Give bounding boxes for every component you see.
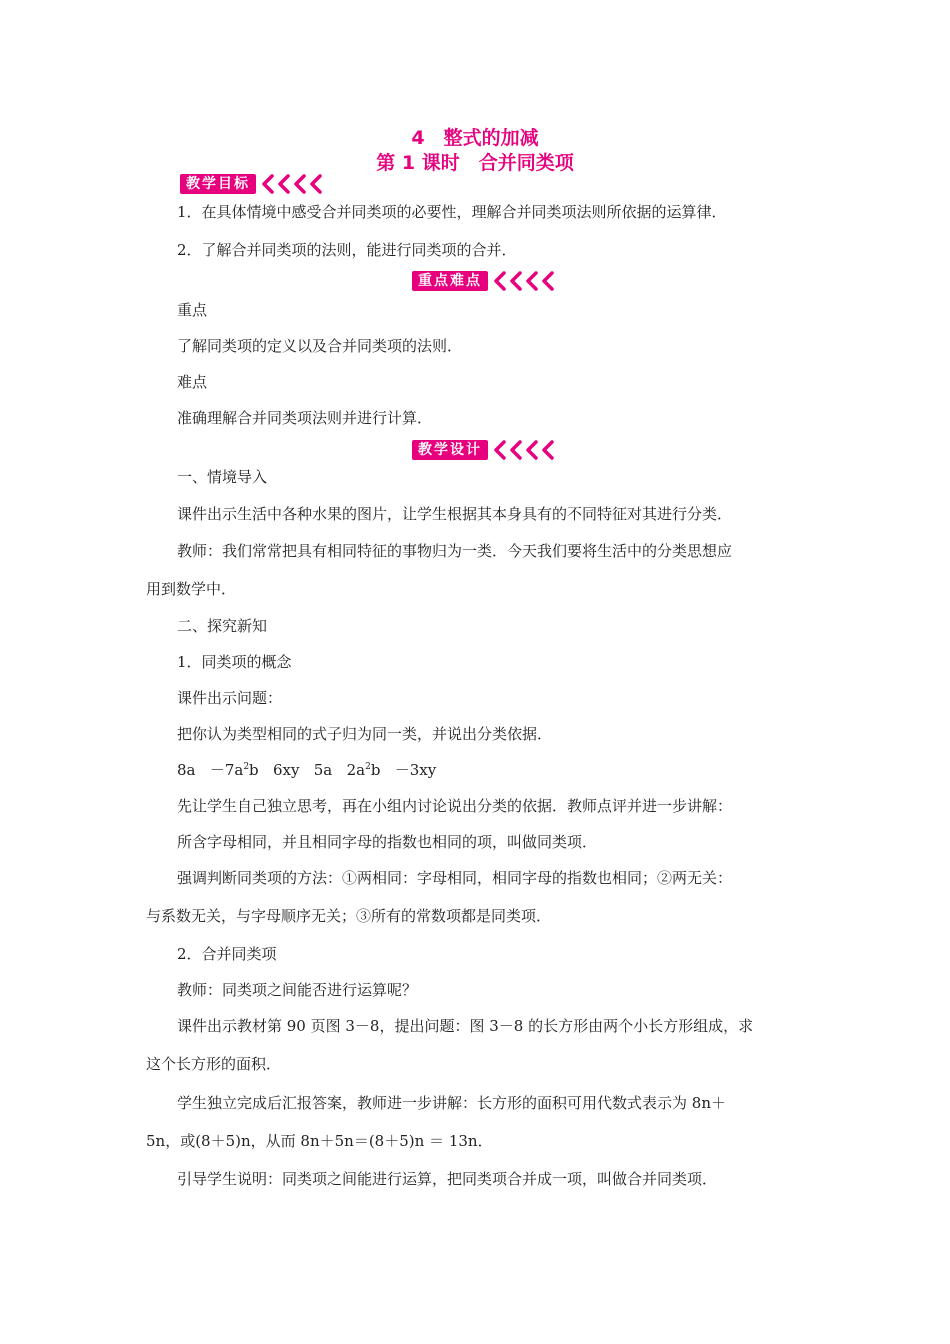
subsection-1-paragraph-3-line-2: 与系数无关，与字母顺序无关；③所有的常数项都是同类项． [146, 907, 552, 925]
key-text: 了解同类项的定义以及合并同类项的法则． [177, 337, 463, 355]
subsection-2-paragraph-2-line-1: 课件出示教材第 90 页图 3－8，提出问题：图 3－8 的长方形由两个小长方形组成，求 [177, 1017, 754, 1035]
chevrons-left-icon [258, 173, 324, 195]
subsection-1-paragraph-2: 所含字母相同，并且相同字母的指数也相同的项，叫做同类项． [177, 833, 598, 851]
section-1-title: 一、情境导入 [177, 468, 268, 486]
subsection-2-paragraph-4: 引导学生说明：同类项之间能进行运算，把同类项合并成一项，叫做合并同类项． [177, 1170, 718, 1188]
expression-6xy: 6xy [272, 761, 300, 779]
design-badge-label: 教学设计 [412, 440, 488, 460]
subsection-1-paragraph-1: 先让学生自己独立思考，再在小组内讨论说出分类的依据．教师点评并进一步讲解： [177, 797, 733, 815]
key-label: 重点 [177, 301, 208, 319]
subsection-1-title: 1．同类项的概念 [177, 653, 292, 671]
subsection-2-paragraph-1: 教师：同类项之间能否进行运算呢？ [177, 981, 418, 999]
lesson-title: 第 1 课时 合并同类项 [376, 152, 574, 174]
chevrons-left-icon [490, 270, 556, 292]
subsection-2-paragraph-3-line-2: 5n，或(8＋5)n，从而 8n＋5n＝(8＋5)n ＝ 13n． [146, 1132, 493, 1150]
section-2-title: 二、探究新知 [177, 617, 268, 635]
subsection-2-paragraph-2-line-2: 这个长方形的面积． [146, 1055, 282, 1073]
key-points-badge-label: 重点难点 [412, 271, 488, 291]
design-badge [412, 439, 556, 461]
chapter-title: 4 整式的加减 [411, 127, 539, 149]
section-1-paragraph-2-line-2: 用到数学中． [146, 580, 237, 598]
expression-neg-7a2b: $-7a^2b$ [209, 761, 259, 779]
expression-2a2b: $2a^2b$ [346, 761, 381, 779]
expression-neg-3xy: －3xy [394, 761, 437, 779]
objective-2: 2．了解合并同类项的法则，能进行同类项的合并． [177, 241, 517, 259]
difficult-text: 准确理解合并同类项法则并进行计算． [177, 409, 433, 427]
subsection-2-paragraph-3-line-1: 学生独立完成后汇报答案，教师进一步讲解：长方形的面积可用代数式表示为 8n＋ [177, 1094, 726, 1112]
expression-5a: 5a [313, 761, 333, 779]
expression-8a: 8a [177, 761, 196, 779]
subsection-1-question: 把你认为类型相同的式子归为同一类，并说出分类依据． [177, 725, 553, 743]
objectives-badge [180, 173, 324, 195]
section-1-paragraph-1: 课件出示生活中各种水果的图片，让学生根据其本身具有的不同特征对其进行分类． [177, 505, 733, 523]
objectives-badge-label: 教学目标 [180, 174, 256, 194]
objective-1: 1．在具体情境中感受合并同类项的必要性，理解合并同类项法则所依据的运算律． [177, 203, 727, 221]
subsection-1-paragraph-3-line-1: 强调判断同类项的方法：①两相同：字母相同，相同字母的指数也相同；②两无关： [177, 869, 733, 887]
section-1-paragraph-2-line-1: 教师：我们常常把具有相同特征的事物归为一类．今天我们要将生活中的分类思想应 [177, 542, 733, 560]
difficult-label: 难点 [177, 373, 208, 391]
subsection-2-title: 2．合并同类项 [177, 945, 277, 963]
expression-list [177, 760, 436, 780]
key-points-badge [412, 270, 556, 292]
subsection-1-prompt: 课件出示问题： [177, 689, 283, 707]
chevrons-left-icon [490, 439, 556, 461]
